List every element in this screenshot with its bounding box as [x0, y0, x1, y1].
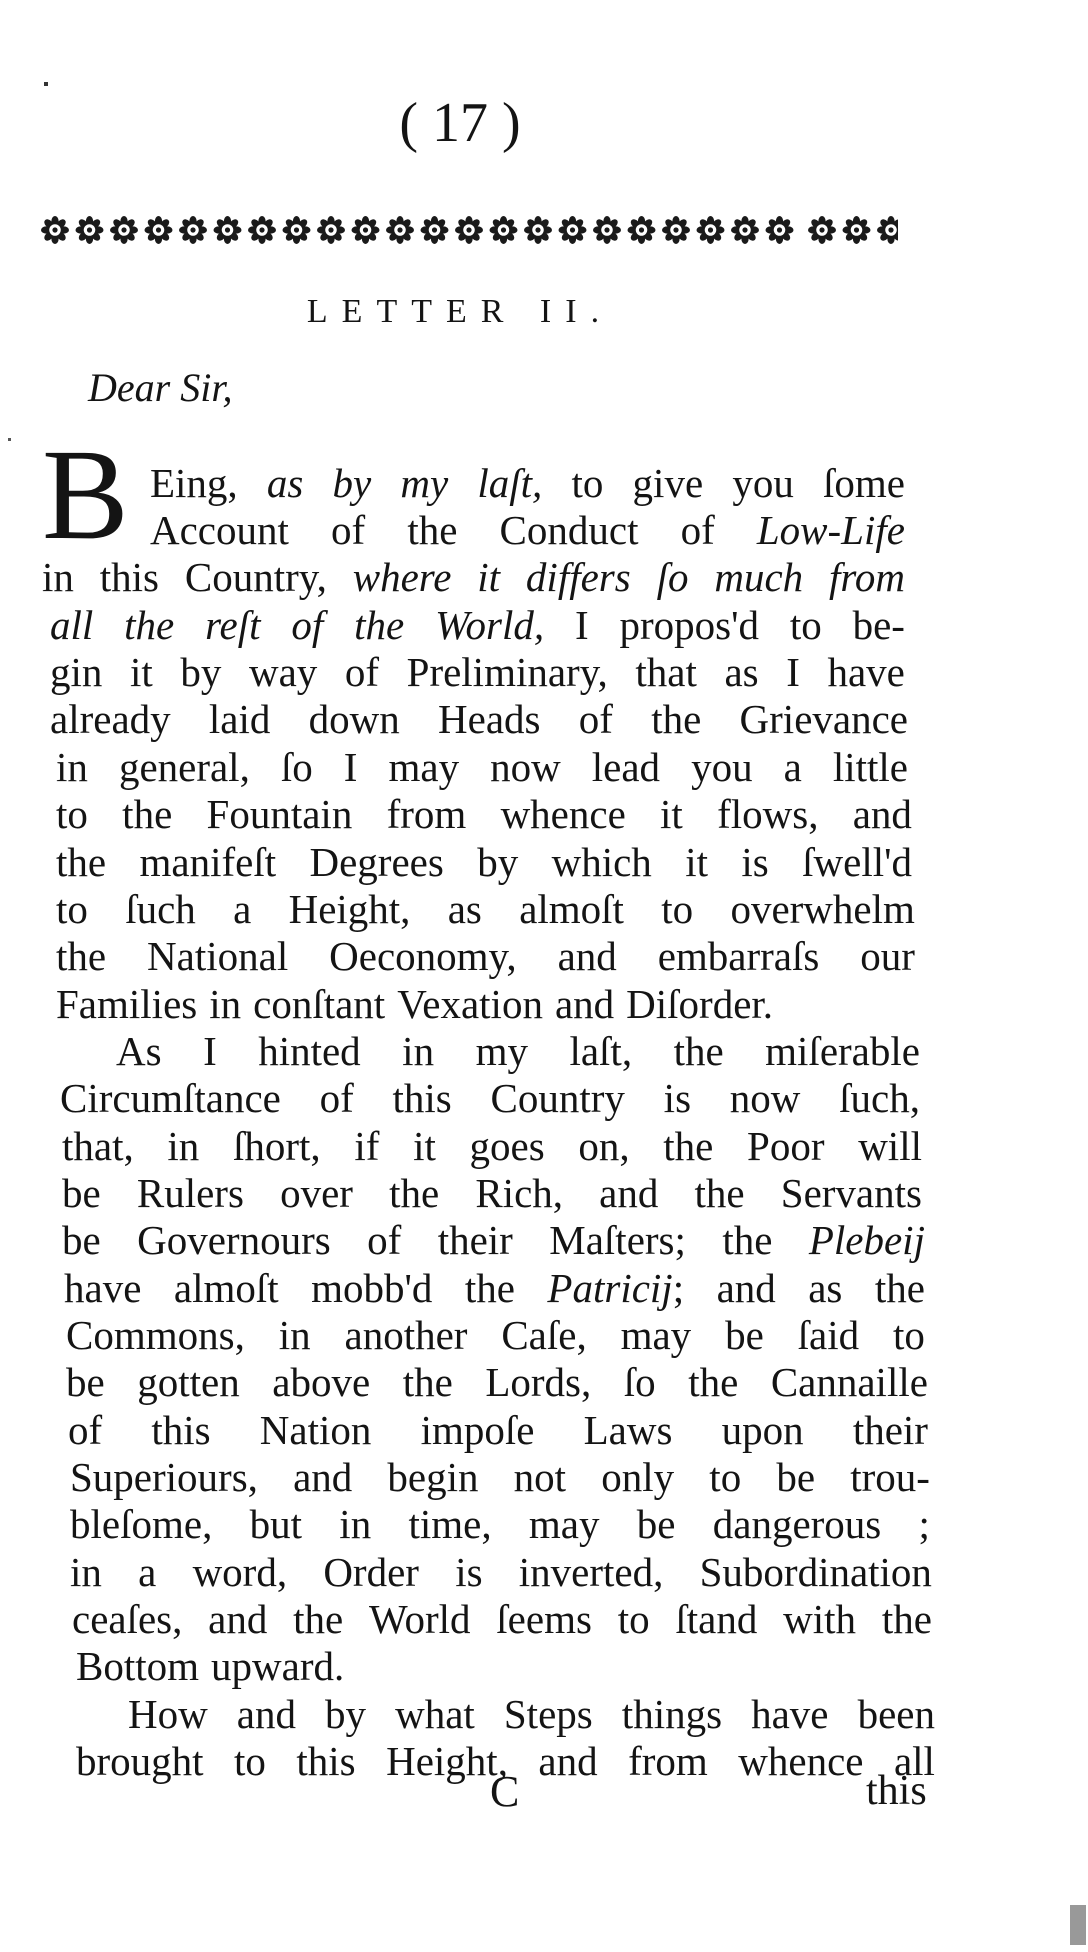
word: laid — [208, 696, 271, 742]
word: Cannaille — [770, 1359, 928, 1405]
word: to — [56, 791, 88, 837]
word: Poor — [747, 1123, 825, 1169]
word: be — [725, 1312, 764, 1358]
word: ſo — [623, 1359, 656, 1405]
word: that, — [62, 1123, 134, 1169]
word: the — [874, 1265, 925, 1311]
flower-ornament — [386, 216, 414, 244]
word: the — [56, 933, 107, 979]
text-line — [66, 1311, 925, 1359]
flower-ornament — [214, 216, 242, 244]
word: Maſters; — [549, 1217, 686, 1263]
word: upon — [721, 1407, 804, 1453]
word: that — [635, 649, 697, 695]
word: of — [578, 696, 613, 742]
word: gin — [50, 649, 103, 695]
word: ſome — [822, 460, 905, 506]
word: ſwell'd — [802, 839, 912, 885]
word: the — [402, 1359, 453, 1405]
word: to — [56, 886, 88, 932]
word: mobb'd — [311, 1265, 433, 1311]
word: Governours — [137, 1217, 331, 1263]
word: the — [389, 1170, 440, 1216]
word: World, — [435, 602, 545, 648]
flower-ornament — [524, 216, 552, 244]
letter-heading: LETTER II. — [306, 293, 614, 330]
word: by — [180, 649, 222, 695]
word: my — [400, 460, 449, 506]
word: of — [291, 602, 324, 648]
word: in — [70, 1549, 102, 1595]
text-line — [128, 1690, 935, 1738]
word: our — [860, 933, 915, 979]
word: it — [660, 791, 683, 837]
salutation: Dear Sir, — [88, 365, 233, 410]
flower-ornament — [766, 216, 794, 244]
flower-ornament — [490, 216, 518, 244]
word: a — [783, 744, 802, 790]
word: Patricij; — [547, 1265, 685, 1311]
word: may — [388, 744, 460, 790]
word: be — [776, 1454, 816, 1500]
word: Families — [56, 981, 198, 1027]
word: with — [783, 1596, 857, 1642]
word: ſo — [656, 554, 689, 600]
word: of — [680, 507, 715, 553]
word: and — [557, 933, 617, 979]
word: of — [319, 1075, 354, 1121]
flower-ornament — [559, 216, 587, 244]
word: upward. — [211, 1643, 345, 1689]
word: but — [249, 1501, 303, 1547]
word: laſt, — [569, 1028, 633, 1074]
text-line — [50, 648, 905, 696]
word: above — [272, 1359, 371, 1405]
text-line — [56, 885, 915, 933]
word: trou- — [850, 1454, 930, 1500]
word: the — [694, 1170, 745, 1216]
word: you — [732, 460, 794, 506]
word: in — [42, 554, 74, 600]
word: only — [601, 1454, 675, 1500]
word: Order — [323, 1549, 419, 1595]
word: laſt, — [477, 460, 543, 506]
word: be — [636, 1501, 676, 1547]
word: this — [99, 554, 160, 600]
flower-ornament — [179, 216, 207, 244]
word: have — [751, 1691, 829, 1737]
word: have — [827, 649, 905, 695]
word: Account — [150, 507, 289, 553]
word: flows, — [717, 791, 819, 837]
word: Country, — [184, 554, 327, 600]
word: Eing, — [150, 460, 238, 506]
text-line — [56, 743, 908, 791]
flower-ornament — [697, 216, 725, 244]
word: from — [386, 791, 467, 837]
word: if — [354, 1123, 380, 1169]
ink-speck — [8, 438, 11, 441]
word: gotten — [137, 1359, 240, 1405]
word: of — [344, 649, 380, 695]
catchword: this — [866, 1768, 927, 1814]
word: ſtand — [675, 1596, 758, 1642]
flower-ornament — [731, 216, 759, 244]
word: Caſe, — [501, 1312, 587, 1358]
text-line — [76, 1642, 932, 1690]
word: the — [122, 791, 173, 837]
word: is — [663, 1075, 692, 1121]
word: as — [447, 886, 482, 932]
word: I — [574, 602, 589, 648]
text-line — [150, 506, 905, 554]
word: ſhort, — [232, 1123, 321, 1169]
word: give — [632, 460, 704, 506]
word: Height, — [386, 1738, 508, 1784]
word: from — [628, 1738, 708, 1784]
word: my — [475, 1028, 528, 1074]
word: overwhelm — [730, 886, 915, 932]
word: little — [832, 744, 908, 790]
word: ſaid — [797, 1312, 860, 1358]
word: I — [343, 744, 358, 790]
ornament-border — [38, 208, 898, 252]
word: is — [455, 1549, 483, 1595]
word: it — [477, 554, 501, 600]
flower-ornament — [248, 216, 276, 244]
word: general, — [118, 744, 250, 790]
word: all — [50, 602, 94, 648]
word: be — [62, 1217, 101, 1263]
word: differs — [525, 554, 631, 600]
word: and — [236, 1691, 296, 1737]
word: the — [663, 1123, 714, 1169]
word: be — [62, 1170, 101, 1216]
flower-ornament — [41, 216, 69, 244]
word: hinted — [258, 1028, 361, 1074]
word: not — [513, 1454, 567, 1500]
word: a — [233, 886, 252, 932]
word: Lords, — [485, 1359, 592, 1405]
word: will — [858, 1123, 922, 1169]
text-line — [62, 1216, 925, 1264]
word: the — [407, 507, 458, 553]
word: as — [266, 460, 304, 506]
text-line — [72, 1595, 932, 1643]
text-line — [70, 1500, 930, 1548]
word: the — [673, 1028, 724, 1074]
text-line — [62, 1169, 922, 1217]
word: Rich, — [475, 1170, 564, 1216]
flower-ornament — [628, 216, 656, 244]
word: dangerous — [712, 1501, 882, 1547]
flower-ornament — [110, 216, 138, 244]
text-line — [68, 1406, 928, 1454]
word: Conduct — [499, 507, 639, 553]
word: down — [308, 696, 400, 742]
word: which — [551, 839, 652, 885]
word: be — [66, 1359, 105, 1405]
word: Laws — [583, 1407, 673, 1453]
signature-mark: C — [490, 1767, 520, 1816]
flower-ornament — [843, 216, 871, 244]
word: their — [437, 1217, 513, 1263]
word: the — [464, 1265, 515, 1311]
word: in — [56, 744, 88, 790]
page-number: ( 17 ) — [399, 92, 521, 154]
word: the — [651, 696, 702, 742]
word: now — [729, 1075, 801, 1121]
word: this — [151, 1407, 211, 1453]
word: Oeconomy, — [329, 933, 517, 979]
word: Servants — [780, 1170, 922, 1216]
flower-ornament — [283, 216, 311, 244]
word: in — [278, 1312, 311, 1358]
word: impoſe — [420, 1407, 535, 1453]
word: the — [688, 1359, 739, 1405]
drop-cap: B — [42, 423, 129, 567]
word: goes — [469, 1123, 545, 1169]
word: to — [893, 1312, 925, 1358]
word: As — [116, 1028, 162, 1074]
word: you — [691, 744, 753, 790]
word: and — [599, 1170, 659, 1216]
word: Country — [490, 1075, 625, 1121]
word: a — [138, 1549, 157, 1595]
word: by — [325, 1691, 367, 1737]
word: Superiours, — [70, 1454, 258, 1500]
text-line — [56, 790, 912, 838]
word: this — [296, 1738, 356, 1784]
word: in — [167, 1123, 200, 1169]
word: been — [857, 1691, 935, 1737]
word: the — [881, 1596, 932, 1642]
word: to — [234, 1738, 266, 1784]
text-line — [56, 980, 915, 1028]
text-line — [66, 1358, 928, 1406]
word: begin — [387, 1454, 479, 1500]
word: Steps — [503, 1691, 593, 1737]
word: to — [709, 1454, 742, 1500]
word: propos'd — [619, 602, 759, 648]
flower-ornament — [76, 216, 104, 244]
scan-mark — [1070, 1905, 1086, 1945]
word: much — [714, 554, 804, 600]
word: in — [402, 1028, 435, 1074]
word: Low-Life — [756, 507, 905, 553]
word: all — [893, 1738, 935, 1784]
word: things — [621, 1691, 723, 1737]
word: reſt — [205, 602, 261, 648]
word: the — [354, 602, 405, 648]
word: to — [661, 886, 694, 932]
word: miſerable — [765, 1028, 920, 1074]
word: way — [248, 649, 318, 695]
word: conſtant — [253, 981, 386, 1027]
text-line — [50, 695, 908, 743]
word: it — [685, 839, 708, 885]
word: Subordination — [699, 1549, 932, 1595]
word: Heads — [438, 696, 541, 742]
flower-ornament — [455, 216, 483, 244]
flower-ornament — [808, 216, 836, 244]
text-line — [150, 459, 905, 507]
word: have — [64, 1265, 142, 1311]
word: lead — [591, 744, 661, 790]
text-line — [56, 932, 915, 980]
word: to — [789, 602, 822, 648]
text-line — [70, 1548, 932, 1596]
word: almoſt — [519, 886, 624, 932]
word: ſuch — [125, 886, 196, 932]
word: inverted, — [518, 1549, 664, 1595]
word: World — [369, 1596, 471, 1642]
word: as — [724, 649, 759, 695]
word: by — [477, 839, 519, 885]
text-line — [64, 1264, 925, 1312]
text-line — [56, 838, 912, 886]
word: Grievance — [739, 696, 908, 742]
word: I — [786, 649, 800, 695]
flower-ornament — [662, 216, 690, 244]
word: already — [50, 696, 171, 742]
word: the — [124, 602, 175, 648]
text-line — [116, 1027, 920, 1075]
word: may — [620, 1312, 692, 1358]
word: and — [293, 1454, 353, 1500]
word: may — [528, 1501, 600, 1547]
text-line — [50, 601, 905, 649]
word: Bottom — [76, 1643, 200, 1689]
word: to — [571, 460, 604, 506]
flower-ornament — [352, 216, 380, 244]
word: ſo — [280, 744, 313, 790]
flower-ornament — [145, 216, 173, 244]
word: is — [741, 839, 769, 885]
word: ſeems — [496, 1596, 592, 1642]
word: whence — [500, 791, 626, 837]
word: of — [68, 1407, 103, 1453]
word: I — [203, 1028, 217, 1074]
word: as — [808, 1265, 843, 1311]
word: in — [339, 1501, 372, 1547]
word: this — [392, 1075, 452, 1121]
word: Nation — [259, 1407, 372, 1453]
word: Preliminary, — [406, 649, 608, 695]
text-line — [62, 1122, 922, 1170]
word: Diſorder. — [626, 981, 774, 1027]
text-line — [70, 1453, 930, 1501]
word: time, — [408, 1501, 492, 1547]
word: Commons, — [66, 1312, 245, 1358]
word: Circumſtance — [60, 1075, 281, 1121]
text-line — [42, 553, 905, 601]
word: another — [344, 1312, 468, 1358]
word: How — [128, 1691, 208, 1737]
word: on, — [578, 1123, 630, 1169]
word: almoſt — [173, 1265, 279, 1311]
word: and — [852, 791, 912, 837]
word: of — [367, 1217, 402, 1263]
word: to — [617, 1596, 650, 1642]
word: National — [147, 933, 289, 979]
word: and — [208, 1596, 268, 1642]
word: by — [332, 460, 372, 506]
word: and — [716, 1265, 776, 1311]
flower-ornament — [421, 216, 449, 244]
word: Vexation — [397, 981, 543, 1027]
word: it — [413, 1123, 436, 1169]
word: manifeſt — [139, 839, 277, 885]
word: Height, — [288, 886, 411, 932]
word: it — [130, 649, 153, 695]
word: the — [722, 1217, 773, 1263]
word: over — [280, 1170, 353, 1216]
word: embarraſs — [657, 933, 820, 979]
word: in — [209, 981, 242, 1027]
word: and — [554, 981, 615, 1027]
word: word, — [192, 1549, 288, 1595]
flower-ornament — [317, 216, 345, 244]
word: what — [395, 1691, 475, 1737]
word: whence — [738, 1738, 864, 1784]
word: bleſome, — [70, 1501, 213, 1547]
text-line — [60, 1074, 920, 1122]
word: ſuch, — [839, 1075, 920, 1121]
word: Fountain — [206, 791, 353, 837]
flower-ornament — [593, 216, 621, 244]
word: their — [852, 1407, 928, 1453]
word: the — [293, 1596, 344, 1642]
word: of — [331, 507, 366, 553]
word: be- — [852, 602, 905, 648]
word: and — [538, 1738, 598, 1784]
word: Plebeij — [808, 1217, 925, 1263]
word: the — [56, 839, 107, 885]
word: now — [490, 744, 561, 790]
word: from — [829, 554, 905, 600]
word: ceaſes, — [72, 1596, 183, 1642]
word: Rulers — [136, 1170, 244, 1216]
word: Degrees — [309, 839, 444, 885]
word: brought — [76, 1738, 204, 1784]
word: where — [352, 554, 452, 600]
word: ; — [918, 1501, 930, 1547]
ink-speck — [44, 82, 48, 86]
flower-ornament — [877, 216, 898, 244]
